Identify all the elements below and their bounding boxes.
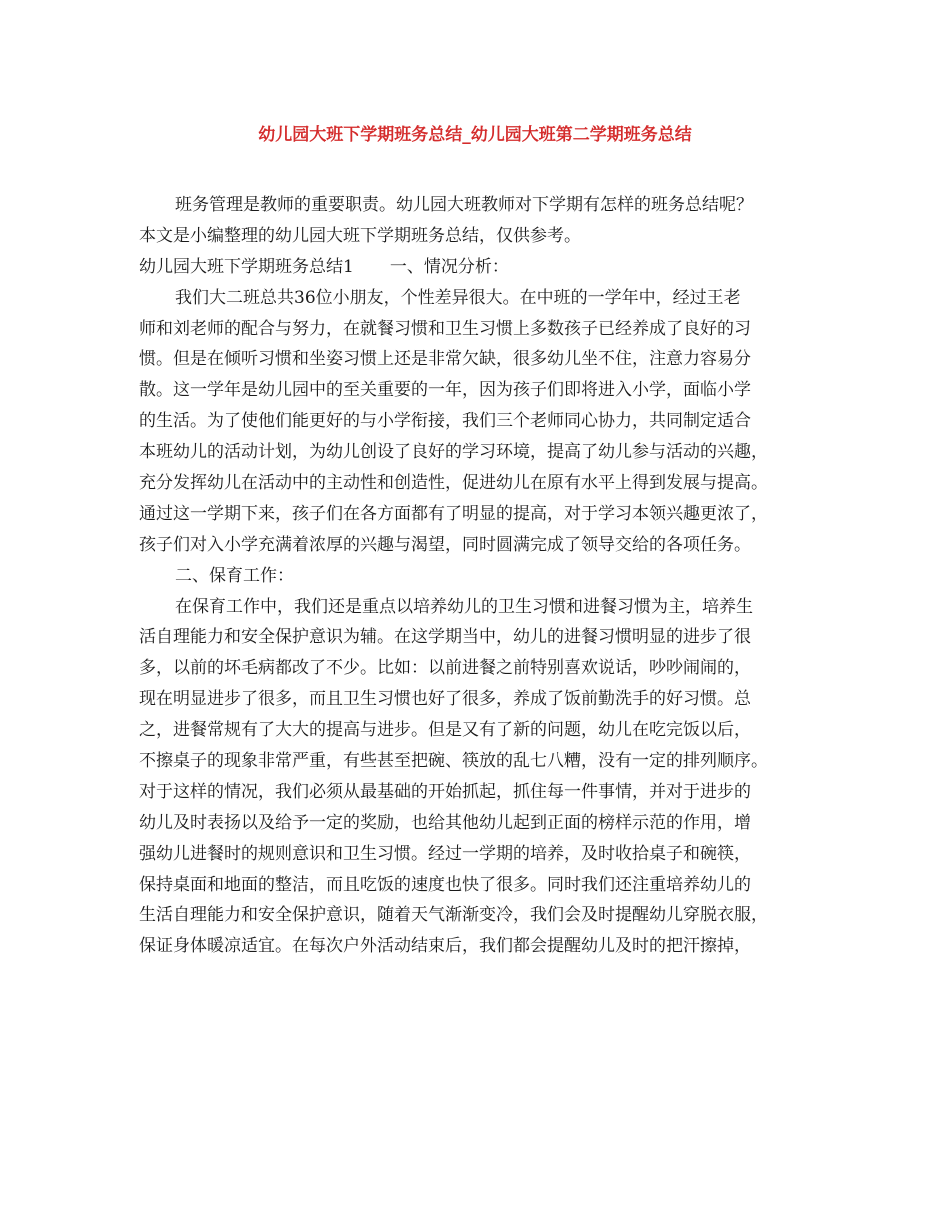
body-line: 保证身体暖凉适宜。在每次户外活动结束后，我们都会提醒幼儿及时的把汗擦掉， [139,936,751,957]
body-line: 生活自理能力和安全保护意识，随着天气渐渐变冷，我们会及时提醒幼儿穿脱衣服， [139,905,768,926]
subsection-heading: 一、情况分析： [389,256,509,277]
document-body [139,190,829,962]
body-line: 班务管理是教师的重要职责。幼儿园大班教师对下学期有怎样的班务总结呢？ [175,195,753,215]
body-line: 活自理能力和安全保护意识为辅。在这学期当中，幼儿的进餐习惯明显的进步了很 [139,627,751,648]
body-line: 在保育工作中，我们还是重点以培养幼儿的卫生习惯和进餐习惯为主，培养生 [175,596,753,617]
body-line: 充分发挥幼儿在活动中的主动性和创造性，促进幼儿在原有水平上得到发展与提高。 [139,473,768,494]
body-line: 通过这一学期下来，孩子们在各方面都有了明显的提高，对于学习本领兴趣更浓了， [139,503,768,524]
body-line: 幼儿及时表扬以及给予一定的奖励，也给其他幼儿起到正面的榜样示范的作用，增 [139,812,751,833]
body-line: 我们大二班总共36位小朋友，个性差异很大。在中班的一学年中，经过王老 [175,287,741,308]
body-line: 不擦桌子的现象非常严重，有些甚至把碗、筷放的乱七八糟，没有一定的排列顺序。 [139,751,768,772]
section-heading: 幼儿园大班下学期班务总结1 [139,256,354,277]
body-line: 保持桌面和地面的整洁，而且吃饭的速度也快了很多。同时我们还注重培养幼儿的 [139,874,751,895]
body-line: 现在明显进步了很多，而且卫生习惯也好了很多，养成了饭前勤洗手的好习惯。总 [139,689,751,710]
body-line: 本班幼儿的活动计划，为幼儿创设了良好的学习环境，提高了幼儿参与活动的兴趣， [139,442,768,463]
body-line: 师和刘老师的配合与努力，在就餐习惯和卫生习惯上多数孩子已经养成了良好的习 [139,318,751,339]
body-line: 惯。但是在倾听习惯和坐姿习惯上还是非常欠缺，很多幼儿坐不住，注意力容易分 [139,349,751,370]
body-line: 本文是小编整理的幼儿园大班下学期班务总结，仅供参考。 [139,225,581,246]
body-line: 对于这样的情况，我们必须从最基础的开始抓起，抓住每一件事情，并对于进步的 [139,781,751,802]
body-line: 之，进餐常规有了大大的提高与进步。但是又有了新的问题，幼儿在吃完饭以后， [139,720,751,741]
body-line: 孩子们对入小学充满着浓厚的兴趣与渴望，同时圆满完成了领导交给的各项任务。 [139,534,751,555]
body-line-heading [139,252,829,283]
document-title: 幼儿园大班下学期班务总结_幼儿园大班第二学期班务总结 [258,125,692,145]
subsection-heading: 二、保育工作： [175,565,294,586]
body-line: 散。这一学年是幼儿园中的至关重要的一年，因为孩子们即将进入小学，面临小学 [139,380,751,401]
body-line: 多，以前的坏毛病都改了不少。比如：以前进餐之前特别喜欢说话，吵吵闹闹的， [139,658,751,679]
body-line: 的生活。为了使他们能更好的与小学衔接，我们三个老师同心协力，共同制定适合 [139,411,751,432]
body-line: 强幼儿进餐时的规则意识和卫生习惯。经过一学期的培养，及时收拾桌子和碗筷， [139,843,751,864]
